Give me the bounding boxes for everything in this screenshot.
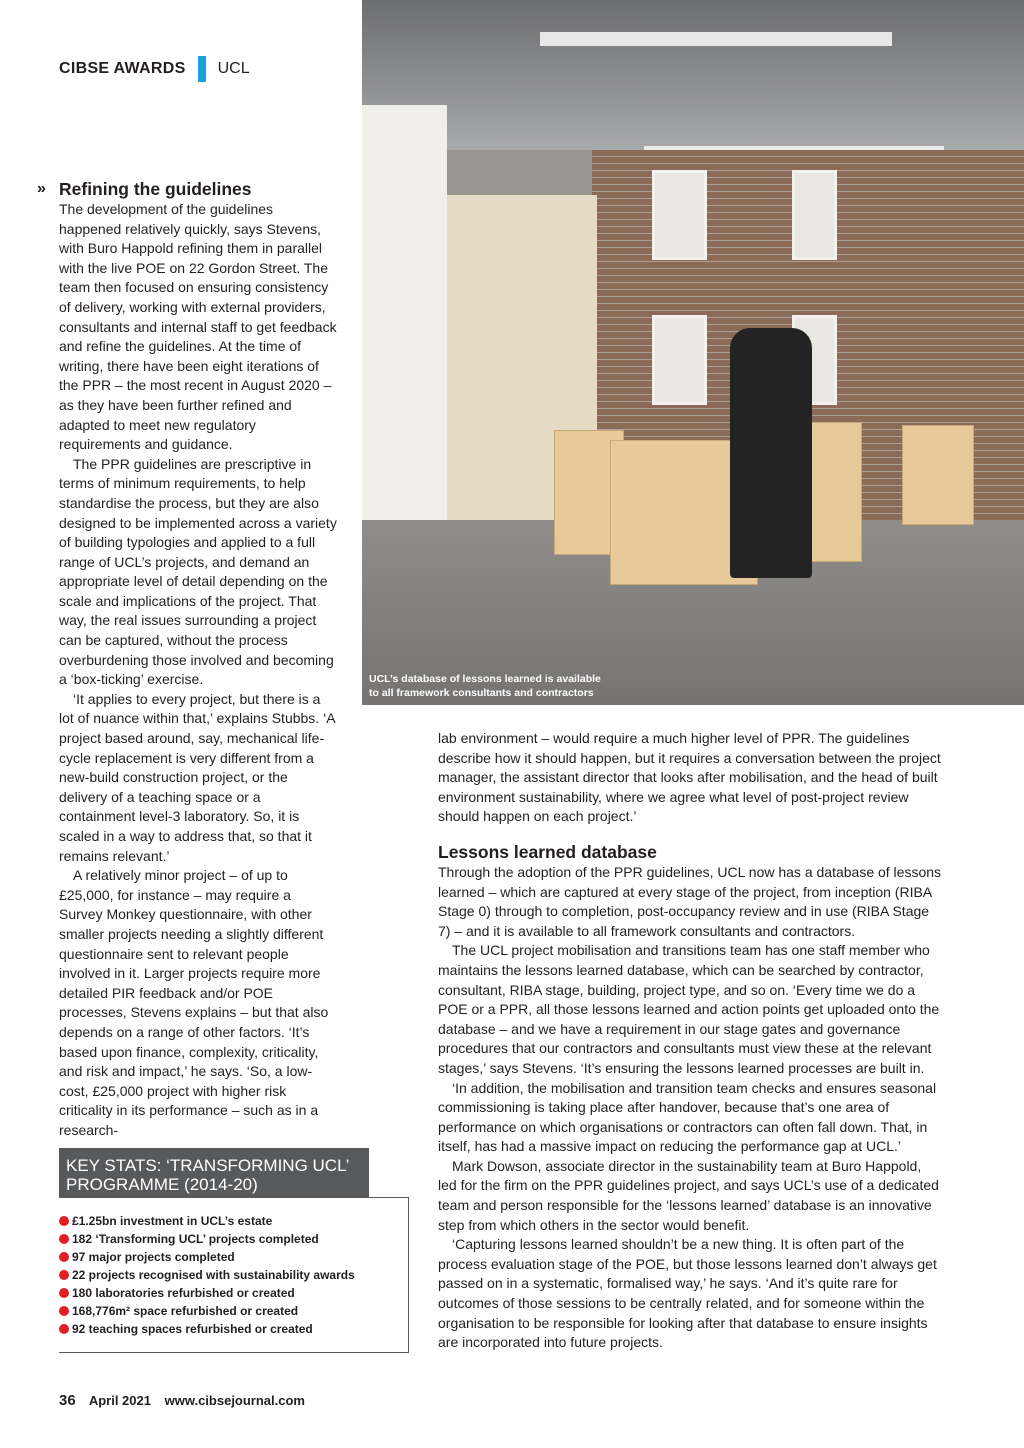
section-label: CIBSE AWARDS: [59, 60, 186, 77]
paragraph: ‘It applies to every project, but there is a lot of nuance within that,’ explains Stubbs. ‘A project based around, say, mechanical life-cycle replacement is very different from a new-build construction project, or the delivery of a teaching space or a containment level-3 laboratory. So, it is scaled in a way to address that, so that it remains relevant.’: [59, 690, 335, 864]
photo-caption: UCL’s database of lessons learned is available to all framework consultants and contractors: [369, 673, 601, 699]
left-column: [37, 178, 337, 1141]
bullet-icon: [59, 1270, 69, 1280]
stat-item: £1.25bn investment in UCL’s estate: [59, 1212, 408, 1230]
paragraph: A relatively minor project – of up to £25,000, for instance – may require a Survey Monkey questionnaire, with other smaller projects needing a slightly different questionnaire sent to relevant people involved in it. Larger projects require more detailed PIR feedback and/or POE processes, Stevens explains – but that also depends on a range of other factors. ‘It’s based upon finance, complexity, criticality, and risk and impact,’ he says. ‘So, a low-cost, £25,000 project with higher risk criticality in its performance – such as in a research-: [59, 867, 329, 1138]
article-photo: [362, 0, 1024, 705]
bullet-icon: [59, 1234, 69, 1244]
paragraph: lab environment – would require a much higher level of PPR. The guidelines describe how it should happen, but it requires a conversation between the project manager, the assistant director that looks after mobilisation, and the head of built environment sustainability, where we agree what level of post-project review should happen on each project.’: [438, 730, 941, 825]
paragraph: Through the adoption of the PPR guidelines, UCL now has a database of lessons learned – which are captured at every stage of the project, from inception (RIBA Stage 0) through to completion, post-occupancy review and in use (RIBA Stage 7) – and it is available to all framework consultants and contractors.: [438, 863, 942, 939]
paragraph: The development of the guidelines happened relatively quickly, says Stevens, with Buro Happold refining them in parallel with the live POE on 22 Gordon Street. The team then focused on ensuring consistency of delivery, working with external providers, consultants and internal staff to get feedback and refine the guidelines. At the time of writing, there have been eight iterations of the PPR – the most recent in August 2020 – as they have been further refined and adapted to meet new regulatory requirements and guidance.: [59, 201, 337, 453]
paragraph: ‘In addition, the mobilisation and transition team checks and ensures seasonal commissioning is taking place after handover, because that’s one area of performance on which organisations or contractors can often fall down. That, in itself, has had a massive impact on reducing the performance gap at UCL.’: [438, 1079, 937, 1155]
header-divider: [198, 56, 206, 82]
paragraph: The UCL project mobilisation and transitions team has one staff member who maintains the lessons learned database, which can be searched by contractor, consultant, RIBA stage, building, project type, and so on. ‘Every time we do a POE or a PPR, all those lessons learned and action points get uploaded onto the database – and we have a requirement in our stage gates and governance procedures that our contractors and consultants must view these at the relevant stages,’ says Stevens. ‘It’s ensuring the lessons learned processes are built in.: [438, 942, 940, 1076]
bullet-icon: [59, 1288, 69, 1298]
subsection-label: UCL: [217, 60, 250, 77]
bullet-icon: [59, 1216, 69, 1226]
stat-item: 168,776m² space refurbished or created: [59, 1302, 408, 1320]
key-stats-title: KEY STATS: ‘TRANSFORMING UCL’ PROGRAMME (2014-20): [59, 1148, 369, 1197]
section-heading: » Refining the guidelines: [37, 179, 252, 199]
key-stats-list: [59, 1197, 409, 1353]
paragraph: ‘Capturing lessons learned shouldn’t be a new thing. It is often part of the process evaluation stage of the POE, but those lessons learned don’t always get passed on in a systematic, formalised way,’ he says. ‘And it’s quite rare for outcomes of those sessions to be centrally related, and for someone within the organisation to be responsible for looking after that database to ensure insights are incorporated into future projects.: [438, 1236, 937, 1351]
stat-item: 180 laboratories refurbished or created: [59, 1284, 408, 1302]
stat-item: 92 teaching spaces refurbished or created: [59, 1320, 408, 1338]
stat-item: 97 major projects completed: [59, 1248, 408, 1266]
paragraph: The PPR guidelines are prescriptive in terms of minimum requirements, to help standardise the process, but they are also designed to be implemented across a variety of building typologies and applied to a full range of UCL’s projects, and demand an appropriate level of detail depending on the scale and implications of the project. That way, the real issues surrounding a project can be captured, without the process overburdening those involved and becoming a ‘box-ticking’ exercise.: [59, 455, 337, 688]
chevron-icon: »: [37, 180, 46, 197]
section-heading: Lessons learned database: [438, 841, 657, 862]
section-header: [59, 56, 250, 82]
issue-date: April 2021: [88, 1393, 151, 1408]
page-footer: [59, 1392, 315, 1409]
bullet-icon: [59, 1252, 69, 1262]
stat-item: 182 ‘Transforming UCL’ projects completed: [59, 1230, 408, 1248]
website-link[interactable]: www.cibsejournal.com: [164, 1393, 305, 1408]
stat-item: 22 projects recognised with sustainability awards: [59, 1266, 408, 1284]
page-number: 36: [59, 1392, 76, 1409]
right-column: [438, 729, 943, 1353]
paragraph: Mark Dowson, associate director in the sustainability team at Buro Happold, led for the firm on the PPR guidelines project, and says UCL’s use of a dedicated team and person responsible for the ‘lessons learned’ database is an innovative step from which others in the sector would benefit.: [438, 1157, 939, 1233]
bullet-icon: [59, 1324, 69, 1334]
bullet-icon: [59, 1306, 69, 1316]
